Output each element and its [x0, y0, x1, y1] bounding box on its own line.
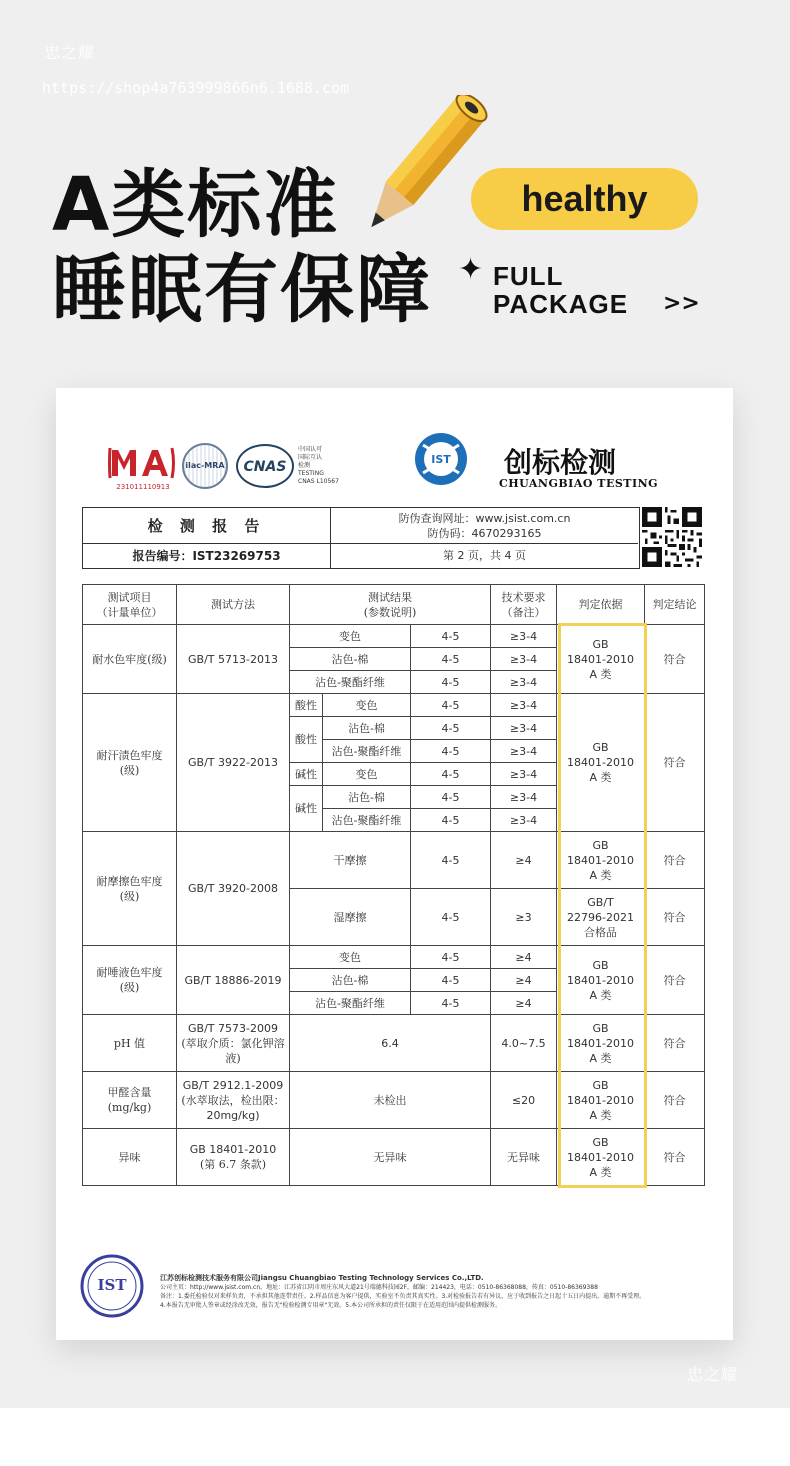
- svg-text:IST: IST: [97, 1276, 127, 1294]
- table-row: 沾色-聚酯纤维 4-5 ≥3-4: [83, 740, 705, 763]
- headline-line1: A类标准: [52, 162, 340, 248]
- healthy-pill: healthy: [471, 168, 698, 230]
- report-title: 检 测 报 告: [83, 508, 331, 544]
- watermark-shop-url: https://shop4a763999866n6.1688.com: [42, 79, 350, 97]
- table-row: 沾色-聚酯纤维 4-5 ≥4: [83, 992, 705, 1015]
- table-row: 沾色-聚酯纤维 4-5 ≥3-4: [83, 671, 705, 694]
- table-header-row: 测试项目 （计量单位） 测试方法 测试结果 (参数说明) 技术要求 （备注） 判定依据 判定结论: [83, 585, 705, 625]
- ist-seal-icon: [80, 1254, 144, 1318]
- report-header-box: [82, 507, 640, 569]
- sparkle-icon: ✦: [458, 252, 484, 287]
- table-row: 甲醛含量 (mg/kg) GB/T 2912.1-2009 (水萃取法，检出限： 20mg/kg) 未检出 ≤20 GB 18401-2010 A 类 符合: [83, 1072, 705, 1129]
- footer-notes-1: 备注：1.委托检验仅对来样负责，不承担其他连带责任。2.样品信息为客户提供，实验室不负责其真实性。3.对检验报告若有异议，应于收到报告之日起十五日内提出，逾期不再受理。: [160, 1293, 646, 1300]
- report-verify: [331, 508, 638, 544]
- footer-company: 江苏创标检测技术服务有限公司Jiangsu Chuangbiao Testing Technology Services Co.,LTD.: [160, 1274, 484, 1282]
- brand-name-en: CHUANGBIAO TESTING: [499, 477, 659, 490]
- table-row: 耐唾液色牢度 (级) GB/T 18886-2019 变色 4-5 ≥4 GB 18401-2010 A 类 符合: [83, 946, 705, 969]
- verify-code: 防伪码：4670293165: [427, 527, 542, 540]
- table-row: 碱性 变色 4-5 ≥3-4: [83, 763, 705, 786]
- cnas-accreditation-text: 中国认可 国际互认 检测 TESTING CNAS L10567: [298, 446, 339, 485]
- table-row: 碱性 沾色-棉 4-5 ≥3-4: [83, 786, 705, 809]
- double-arrow-icon: >>: [663, 291, 700, 316]
- qr-code-icon: [642, 507, 702, 567]
- watermark-shop-name-bottom: 忠之耀: [687, 1365, 739, 1384]
- headline-line2: 睡眠有保障: [52, 247, 432, 333]
- table-row: 酸性 沾色-棉 4-5 ≥3-4: [83, 717, 705, 740]
- report-number: 报告编号：IST23269753: [83, 544, 331, 568]
- report-footer: [160, 1274, 720, 1310]
- cma-number: 231011110913: [116, 483, 170, 491]
- table-row: 沾色-聚酯纤维 4-5 ≥3-4: [83, 809, 705, 832]
- pencil-icon: [335, 95, 495, 255]
- table-row: 异味 GB 18401-2010 (第 6.7 条款) 无异味 无异味 GB 18401-2010 A 类 符合: [83, 1129, 705, 1186]
- table-row: 耐水色牢度(级) GB/T 5713-2013 变色 4-5 ≥3-4 GB 18401-2010 A 类 符合: [83, 625, 705, 648]
- table-row: 沾色-棉 4-5 ≥4: [83, 969, 705, 992]
- table-row: pH 值 GB/T 7573-2009 (萃取介质：氯化钾溶 液) 6.4 4.0~7.5 GB 18401-2010 A 类 符合: [83, 1015, 705, 1072]
- ist-logo-icon: [413, 431, 469, 487]
- cma-logo-icon: [108, 446, 178, 492]
- test-results-table: [82, 584, 705, 1186]
- table-row: 耐汗渍色牢度 (级) GB/T 3922-2013 酸性 变色 4-5 ≥3-4 GB 18401-2010 A 类 符合: [83, 694, 705, 717]
- watermark-shop-name: 忠之耀: [44, 43, 96, 62]
- verify-site: 防伪查询网址：www.jsist.com.cn: [398, 512, 571, 525]
- ilac-mra-logo-icon: ilac-MRA: [182, 443, 228, 489]
- test-report-document: [56, 388, 733, 1340]
- footer-notes-2: 4.本报告无审批人签章或经涂改无效，报告无"检验检测专用章"无效。5.本公司所承担的责任仅限于在适用范围内提供检测服务。: [160, 1302, 501, 1309]
- brand-name-cn: 创标检测: [504, 446, 617, 479]
- bottom-band: [0, 1408, 790, 1466]
- table-row: 沾色-棉 4-5 ≥3-4: [83, 648, 705, 671]
- package-label: PACKAGE: [493, 289, 629, 319]
- page-info: 第 2 页，共 4 页: [443, 549, 526, 562]
- footer-address: 公司主页：http://www.jsist.com.cn，地址：江苏省江阴市周庄东风大道21号瑞德科技园2F，邮编：214423，电话：0510-86368088，传真：0510-86369388: [160, 1284, 598, 1291]
- full-label: FULL: [493, 261, 564, 291]
- table-row: 湿摩擦 4-5 ≥3 GB/T 22796-2021 合格品 符合: [83, 889, 705, 946]
- cnas-logo-icon: CNAS: [236, 444, 294, 488]
- table-row: 耐摩擦色牢度 (级) GB/T 3920-2008 干摩擦 4-5 ≥4 GB 18401-2010 A 类 符合: [83, 832, 705, 889]
- svg-text:IST: IST: [431, 453, 451, 466]
